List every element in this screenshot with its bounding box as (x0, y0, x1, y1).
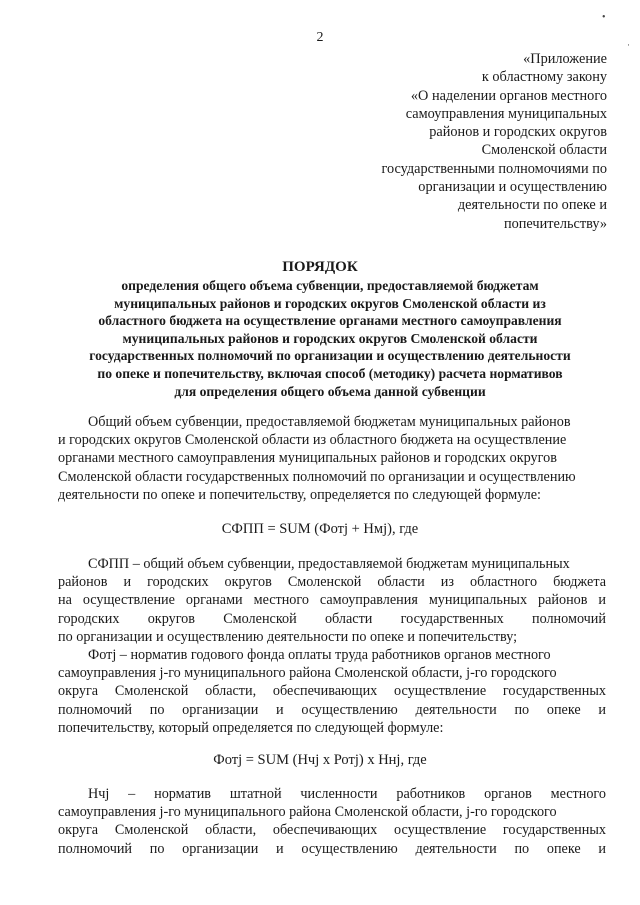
subtitle-line: определения общего объема субвенции, предоставляемой бюджетам (121, 278, 539, 293)
paragraph-line: самоуправления j-го муниципального района Смоленской области, j-го городского (58, 804, 557, 821)
subtitle-line: областного бюджета на осуществление органами местного самоуправления (98, 313, 562, 329)
paragraph-fot-definition (58, 646, 606, 737)
subtitle-line: государственных полномочий по организации и осуществлению деятельности (89, 348, 571, 364)
annex-header (347, 50, 607, 233)
scan-speck: • (602, 12, 606, 23)
paragraph-line: районов и городских округов Смоленской области из областного бюджета (58, 574, 606, 591)
annex-line: государственными полномочиями по (381, 160, 607, 177)
document-title: ПОРЯДОК (282, 259, 358, 275)
formula-sfpp: СФПП = SUM (Фотj + Нмj), где (221, 521, 419, 537)
annex-line: самоуправления муниципальных (405, 105, 607, 122)
annex-line: организации и осуществлению (418, 179, 607, 196)
annex-line: попечительству» (503, 215, 607, 232)
paragraph-line: городских округов Смоленской области государственных полномочий (58, 610, 606, 627)
paragraph-line: округа Смоленской области, обеспечивающих осуществление государственных (58, 822, 606, 839)
paragraph-line: Смоленской области государственных полномочий по организации и осуществлению (58, 468, 576, 485)
paragraph-line: полномочий по организации и осуществлению деятельности по опеке и (58, 840, 606, 857)
subtitle-line: по опеке и попечительству, включая способ (методику) расчета нормативов (97, 365, 563, 381)
scan-speck: · (627, 40, 630, 50)
paragraph-line: СФПП – общий объем субвенции, предоставляемой бюджетам муниципальных (88, 556, 570, 572)
paragraph-line: органами местного самоуправления муниципальных районов и городских округов (58, 450, 557, 467)
annex-line: к областному закону (481, 69, 607, 86)
paragraph-line: на осуществление органами местного самоуправления муниципальных районов и (58, 592, 606, 609)
paragraph-line: Фотj – норматив годового фонда оплаты труда работников органов местного (88, 647, 551, 663)
subtitle-line: муниципальных районов и городских округов Смоленской области (122, 330, 538, 346)
paragraph-total-volume (58, 413, 606, 504)
paragraph-nch-definition (58, 785, 606, 858)
subtitle-line: для определения общего объема данной субвенции (174, 383, 486, 399)
paragraph-line: Нчj – норматив штатной численности работников органов местного (88, 786, 606, 802)
paragraph-line: деятельности по опеке и попечительству, определяется по следующей формуле: (58, 486, 541, 503)
formula-fot: Фотj = SUM (Нчj х Ротj) х Ннj, где (213, 752, 427, 768)
annex-line: деятельности по опеке и (457, 197, 607, 214)
annex-line: «О наделении органов местного (410, 87, 607, 104)
document-subtitle (50, 277, 610, 400)
annex-line: районов и городских округов (429, 124, 607, 141)
page-number: 2 (316, 30, 324, 45)
paragraph-line: и городских округов Смоленской области из областного бюджета на осуществление (58, 432, 567, 449)
paragraph-line: по организации и осуществлению деятельности по опеке и попечительству; (58, 628, 518, 645)
paragraph-sfpp-definition (58, 555, 606, 646)
paragraph-line: попечительству, который определяется по следующей формуле: (58, 719, 444, 736)
subtitle-line: муниципальных районов и городских округов Смоленской области из (114, 295, 546, 311)
paragraph-line: самоуправления j-го муниципального района Смоленской области, j-го городского (58, 665, 557, 682)
paragraph-line: Общий объем субвенции, предоставляемой бюджетам муниципальных районов (88, 414, 571, 430)
annex-line: Смоленской области (481, 142, 607, 159)
paragraph-line: полномочий по организации и осуществлению деятельности по опеке и (58, 701, 606, 718)
paragraph-line: округа Смоленской области, обеспечивающих осуществление государственных (58, 683, 606, 700)
annex-line: «Приложение (523, 51, 607, 67)
